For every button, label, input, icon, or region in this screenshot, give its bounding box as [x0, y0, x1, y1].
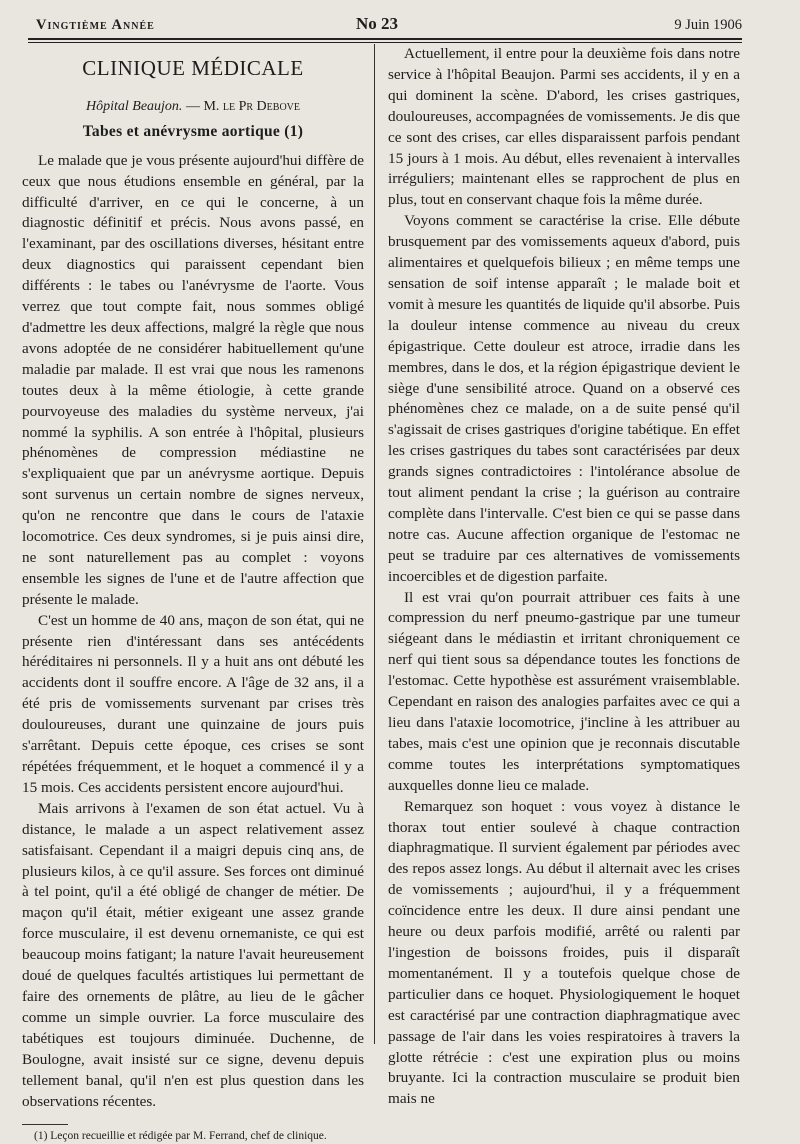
paragraph: Mais arrivons à l'examen de son état actuel. Vu à distance, le malade a un aspect relativement assez satisfaisant. Cependant il a maigri depuis cinq ans, de plusieurs kilos, à ce qu'il assure. Ses forces ont diminué à tel point, qu'il a été obligé de changer de métier. De maçon qu'il était, métier exigeant une assez grande force musculaire, il est devenu ornemaniste, ce qui est beaucoup moins fatigant; la nature l'avait heureusement doué de quelques facultés artistiques lui permettant de faire des ornements de plâtre, au lieu de le gâcher comme un simple ouvrier. La force musculaire des tabétiques est toujours diminuée. Duchenne, de Boulogne, avait insisté sur ce signe, devenu depuis tellement banal, qu'il n'en est plus question dans les observations récentes.: [22, 799, 364, 1110]
paragraph: C'est un homme de 40 ans, maçon de son état, qui ne présente rien d'intéressant dans ses antécédents héréditaires ni personnels. Il y a huit ans ont débuté les accidents dont il souffre encore. A l'âge de 32 ans, il a été pris de vomissements survenant par crises très douloureuses, durant une quinzaine de jours puis s'arrêtant. Depuis cette époque, ces crises se sont répétées fréquemment, et le hoquet a commencé il y a 15 mois. Ces accidents persistent encore aujourd'hui.: [22, 611, 364, 796]
paragraph: Voyons comment se caractérise la crise. Elle débute brusquement par des vomissements aqueux d'abord, puis alimentaires et quelquefois bilieux ; en même temps une sensation de soif intense apparaît ; le malade boit et vomit à mesure les quantités de liquide qu'il absorbe. Puis la douleur intense commence au niveau du creux épigastrique. Cette douleur est atroce, irradie dans les membres, dans le dos, et la région épigastrique devient le siège d'une sensibilité atroce. Quand on a observé ces phénomènes chez ce malade, on a de suite pensé qu'il s'agissait de crises gastriques d'origine tabétique. En effet les crises gastriques du tabes sont caractérisées par deux grands signes contradictoires : l'intolérance absolue de tout aliment pendant la crise ; la guérison au contraire complète dans l'intervalle. C'est bien ce qui se passe dans notre cas. Aucune affection organique de l'estomac ne peut se traduire par ces alternatives de vomissements incoercibles et de digestion parfaite.: [388, 212, 740, 585]
page-header: [36, 14, 742, 36]
left-column: [22, 44, 364, 1144]
doctor-name: — M. le Pr Debove: [182, 98, 300, 114]
paragraph: Il est vrai qu'on pourrait attribuer ces faits à une compression du nerf pneumo-gastrique par une tumeur siégeant dans le médiastin et irritant chroniquement ce nerf qui tient sous sa dépendance toutes les fonctions de l'estomac. Cette hypothèse est assurément vraisemblable. Cependant en raison des analogies parfaites avec ce qui a lieu dans l'ataxie locomotrice, j'incline à les attribuer au tabes, mais c'est une opinion que je reconnais discutable comme toutes les interprétations symptomatiques auxquelles donne lieu ce malade.: [388, 588, 740, 794]
footnote: (1) Leçon recueillie et rédigée par M. Ferrand, chef de clinique.: [34, 1130, 327, 1143]
article-title: Tabes et anévrysme aortique (1): [82, 122, 304, 140]
right-column: [388, 44, 740, 1110]
paragraph: Actuellement, il entre pour la deuxième fois dans notre service à l'hôpital Beaujon. Parmi ses accidents, il y en a qui dominent la scène. D'abord, les crises gastriques, douloureuses, accompagnées de vomissements. Je dis que ce sont des crises, car elles disparaissent parfois pendant 15 jours à 1 mois. Au début, elles revenaient à intervalles irréguliers; maintenant elles se rapprochent de plus en plus, tout en conservant chaque fois la même durée.: [388, 45, 740, 209]
hospital-name: Hôpital Beaujon.: [86, 98, 183, 114]
section-title: CLINIQUE MÉDICALE: [82, 56, 304, 80]
column-divider: [374, 44, 375, 1044]
issue-date: 9 Juin 1906: [674, 17, 742, 33]
header-rule-thick: [28, 38, 742, 40]
volume-label: Vingtième Année: [36, 17, 155, 33]
paragraph: Le malade que je vous présente aujourd'hui diffère de ceux que nous étudions ensemble en général, par la difficulté d'arriver, en ce qui le concerne, à un diagnostic définitif et précis. Nous avons passé, en l'examinant, par des oscillations diverses, hésitant entre deux diagnostics qui paraissent cependant bien différents : le tabes ou l'anévrysme de l'aorte. Vous verrez que tout compte fait, nous sommes obligé d'admettre les deux affections, malgré la règle que nous avons adoptée de ne considérer habituellement qu'une maladie par malade. Il est vrai que nous les ramenons toutes deux à la même étiologie, à cette grande pourvoyeuse des maladies du système nerveux, j'ai nommé la syphilis. A son entrée à l'hôpital, plusieurs phénomènes de compression médiastine ne s'expliquaient que par un anévrysme aortique. Depuis sont survenus un certain nombre de signes nerveux, qu'on ne rencontre que dans le cours de l'ataxie locomotrice. Ces deux syndromes, si je puis ainsi dire, ne sont naturellement pas au complet : voyons ensemble les signes de l'une et de l'autre affection que présente le malade.: [22, 151, 364, 608]
header-rule-thin: [28, 42, 742, 43]
footnote-rule: [22, 1124, 68, 1125]
paragraph: Remarquez son hoquet : vous voyez à distance le thorax tout entier soulevé à chaque contraction diaphragmatique. Il survient également par périodes avec des repos assez longs. Au début il alternait avec les crises de vomissements ; aujourd'hui, il y a fréquemment coïncidence entre les deux. Il dure ainsi pendant une heure ou deux parfois modifié, arrêté ou ralenti par l'ingestion de boissons froides, puis il disparaît momentanément. Il y a toutefois quelque chose de particulier dans ce hoquet. Physiologiquement le hoquet est caractérisé par une contraction diaphragmatique avec passage de l'air dans les voies respiratoires à travers la glotte rétrécie : c'est une expiration plus ou moins bruyante. Ici la contraction musculaire se produit bien mais ne: [388, 797, 740, 1108]
issue-number: No 23: [356, 14, 399, 33]
byline: [22, 97, 364, 118]
